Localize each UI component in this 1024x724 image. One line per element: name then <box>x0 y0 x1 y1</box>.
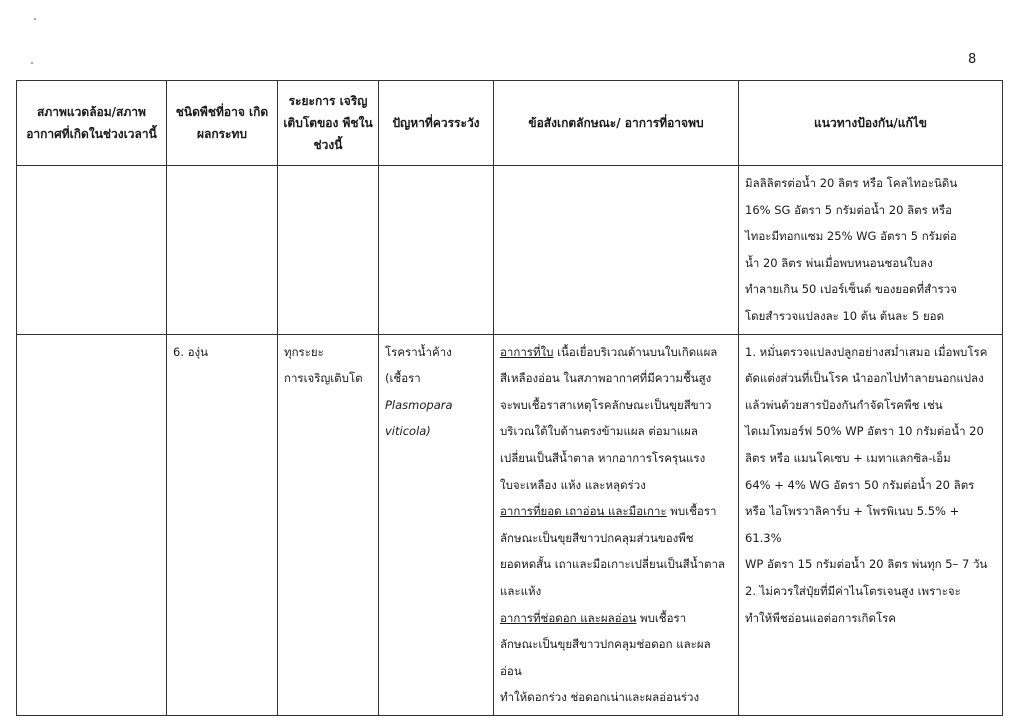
symptom-line: บริเวณใต้ใบด้านตรงข้ามแผล ต่อมาแผล <box>500 424 698 439</box>
crop-name: 6. องุ่น <box>173 344 209 359</box>
symptom-line <box>500 605 732 632</box>
cell-prevention <box>739 166 1003 335</box>
prevention-line: หรือ ไอโพรวาลิคาร์บ + โพรพิเนบ 5.5% + 61.3% <box>745 504 960 545</box>
symptom-line: ยอดหดสั้น เถาและมือเกาะเปลี่ยนเป็นสีน้ำตาล <box>500 557 725 572</box>
prevention-line: น้ำ 20 ลิตร พ่นเมื่อพบหนอนชอนใบลง <box>745 255 933 270</box>
prevention-line: WP อัตรา 15 กรัมต่อน้ำ 20 ลิตร พ่นทุก 5– 7 วัน <box>745 557 988 572</box>
symptom-line: ทำให้ดอกร่วง ช่อดอกเน่าและผลอ่อนร่วง <box>500 690 700 705</box>
cell-crop <box>167 334 278 715</box>
header-problem: ปัญหาที่ควรระวัง <box>379 81 494 166</box>
cell-prevention <box>739 334 1003 715</box>
scan-speck <box>31 62 33 64</box>
stage-line: ทุกระยะ <box>284 344 324 359</box>
header-symptoms: ข้อสังเกตลักษณะ/ อาการที่อาจพบ <box>494 81 739 166</box>
symptom-line: ลักษณะเป็นขุยสีขาวปกคลุมช่อดอก และผลอ่อน <box>500 637 711 678</box>
cell-problem <box>379 166 494 335</box>
scan-speck <box>34 18 36 20</box>
symptom-text: พบเชื้อรา <box>666 504 717 519</box>
prevention-line: ทำให้พืชอ่อนแอต่อการเกิดโรค <box>745 610 896 625</box>
symptom-line: จะพบเชื้อราสาเหตุโรคลักษณะเป็นขุยสีขาว <box>500 397 712 412</box>
header-stage: ระยะการ เจริญเติบโตของ พืชในช่วงนี้ <box>278 81 379 166</box>
symptom-line: ลักษณะเป็นขุยสีขาวปกคลุมส่วนของพืช <box>500 530 694 545</box>
symptom-shoot-label: อาการที่ยอด เถาอ่อน และมือเกาะ <box>500 504 667 519</box>
plant-problem-table <box>16 80 1003 716</box>
symptom-text: พบเชื้อรา <box>636 610 687 625</box>
prevention-line: 16% SG อัตรา 5 กรัมต่อน้ำ 20 ลิตร หรือ <box>745 202 953 217</box>
header-row <box>17 81 1003 166</box>
cell-environment <box>17 166 167 335</box>
symptom-line <box>500 498 732 525</box>
symptom-line <box>500 339 732 366</box>
header-crop: ชนิดพืชที่อาจ เกิดผลกระทบ <box>167 81 278 166</box>
disease-name: โรคราน้ำค้าง <box>385 344 452 359</box>
prevention-line: มิลลิลิตรต่อน้ำ 20 ลิตร หรือ โคลไทอะนิดิน <box>745 176 958 190</box>
stage-line: การเจริญเติบโต <box>284 371 363 386</box>
table-row <box>17 166 1003 335</box>
header-prevention: แนวทางป้องกัน/แก้ไข <box>739 81 1003 166</box>
pathogen-species: viticola) <box>385 424 431 439</box>
prevention-line: ไทอะมีทอกแซม 25% WG อัตรา 5 กรัมต่อ <box>745 229 957 244</box>
page-number: 8 <box>968 52 977 67</box>
cell-symptoms <box>494 334 739 715</box>
symptom-text: เนื้อเยื่อบริเวณด้านบนใบเกิดแผล <box>553 344 718 359</box>
cell-environment <box>17 334 167 715</box>
cell-crop <box>167 166 278 335</box>
pathogen-prefix: (เชื้อรา <box>385 371 421 386</box>
header-environment: สภาพแวดล้อม/สภาพ อากาศที่เกิดในช่วงเวลานี้ <box>17 81 167 166</box>
prevention-line: ตัดแต่งส่วนที่เป็นโรค นำออกไปทำลายนอกแปลง <box>745 371 984 386</box>
cell-stage <box>278 334 379 715</box>
prevention-line: 2. ไม่ควรใส่ปุ๋ยที่มีค่าไนโตรเจนสูง เพราะจะ <box>745 583 961 598</box>
symptom-line: และแห้ง <box>500 583 542 598</box>
prevention-line: ทำลายเกิน 50 เปอร์เซ็นต์ ของยอดที่สำรวจ <box>745 282 957 297</box>
pathogen-genus: Plasmopara <box>385 397 453 412</box>
prevention-line: แล้วพ่นด้วยสารป้องกันกำจัดโรคพืช เช่น <box>745 397 943 412</box>
cell-stage <box>278 166 379 335</box>
prevention-line: 64% + 4% WG อัตรา 50 กรัมต่อน้ำ 20 ลิตร <box>745 477 975 492</box>
prevention-line: 1. หมั่นตรวจแปลงปลูกอย่างสม่ำเสมอ เมื่อพบโรค <box>745 344 988 359</box>
symptom-flower-label: อาการที่ช่อดอก และผลอ่อน <box>500 610 637 625</box>
symptom-line: ใบจะเหลือง แห้ง และหลุดร่วง <box>500 477 646 492</box>
prevention-line: ลิตร หรือ แมนโคเซบ + เมทาแลกซิล-เอ็ม <box>745 450 951 465</box>
cell-symptoms <box>494 166 739 335</box>
prevention-line: โดยสำรวจแปลงละ 10 ต้น ต้นละ 5 ยอด <box>745 308 945 323</box>
table-row <box>17 334 1003 715</box>
symptom-line: เปลี่ยนเป็นสีน้ำตาล หากอาการโรครุนแรง <box>500 450 706 465</box>
prevention-line: ไดเมโทมอร์ฟ 50% WP อัตรา 10 กรัมต่อน้ำ 20 <box>745 424 984 439</box>
cell-problem <box>379 334 494 715</box>
symptom-leaf-label: อาการที่ใบ <box>500 344 554 359</box>
symptom-line: สีเหลืองอ่อน ในสภาพอากาศที่มีความชื้นสูง <box>500 371 712 386</box>
